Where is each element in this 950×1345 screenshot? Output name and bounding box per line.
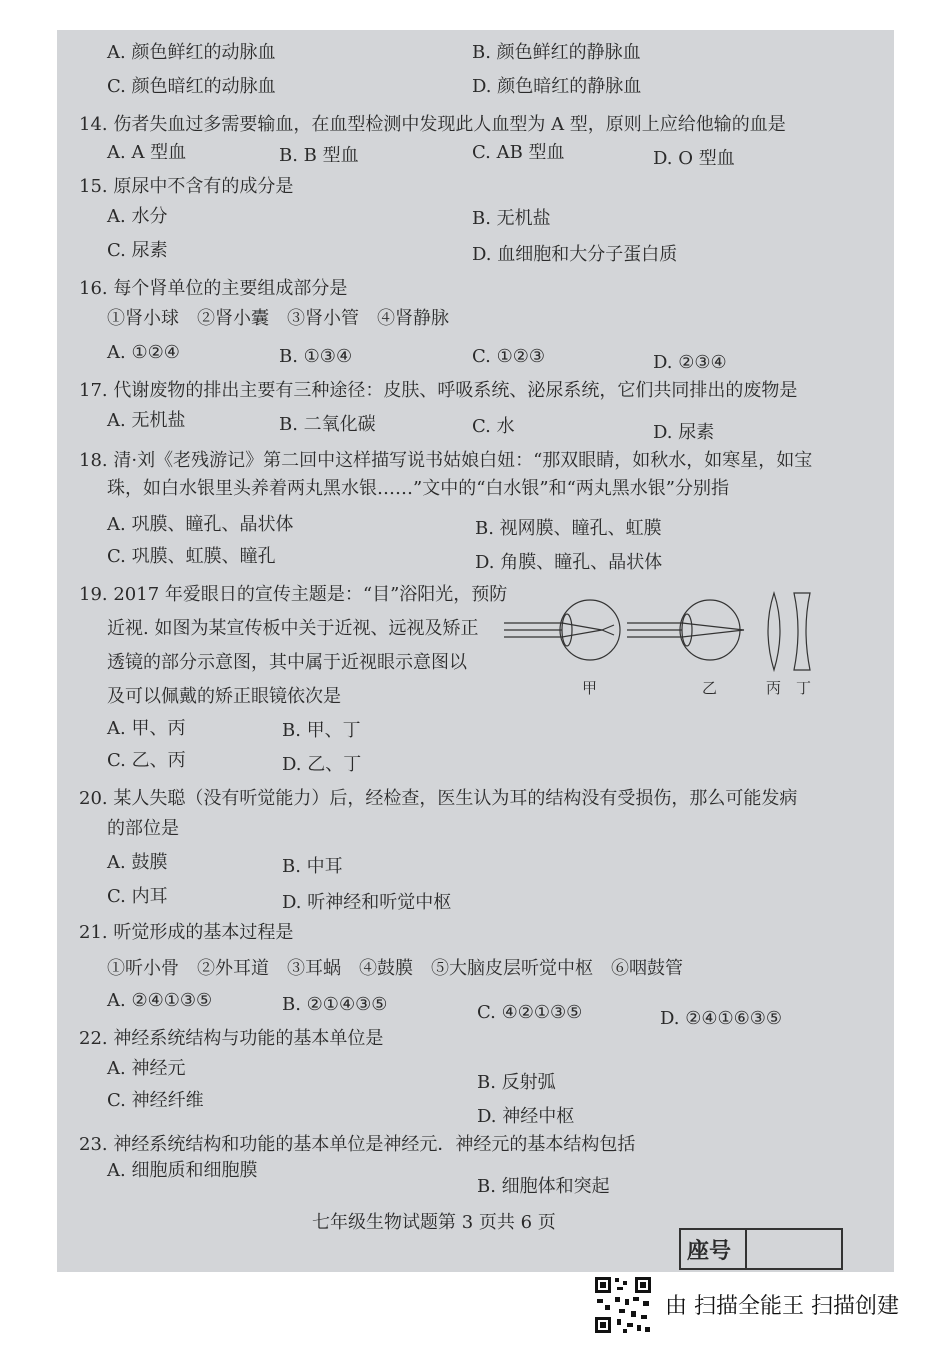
option: D. 神经中枢 — [477, 1106, 575, 1127]
option: C. 水 — [472, 416, 515, 437]
option: B. 中耳 — [282, 856, 343, 877]
option: B. ①③④ — [279, 346, 353, 367]
question-17: 17. 代谢废物的排出主要有三种途径：皮肤、呼吸系统、泌尿系统，它们共同排出的废物是 — [79, 380, 798, 401]
option: C. 内耳 — [107, 886, 168, 907]
option: A. 细胞质和细胞膜 — [107, 1160, 258, 1181]
eye-diagram-svg — [502, 585, 822, 700]
option: B. B 型血 — [279, 145, 359, 166]
option: D. 乙、丁 — [282, 754, 362, 775]
question-20: 20. 某人失聪（没有听觉能力）后，经检查，医生认为耳的结构没有受损伤，那么可能发病 — [79, 788, 798, 809]
option: A. 甲、丙 — [107, 718, 186, 739]
option: B. 视网膜、瞳孔、虹膜 — [475, 518, 662, 539]
question-16: 16. 每个肾单位的主要组成部分是 — [79, 278, 348, 299]
option: D. 血细胞和大分子蛋白质 — [472, 244, 678, 265]
option: A. A 型血 — [107, 142, 187, 163]
option: B. 颜色鲜红的静脉血 — [472, 42, 641, 63]
label-ding: 丁 — [796, 679, 812, 697]
label-bing: 丙 — [766, 679, 782, 697]
option: B. 反射弧 — [477, 1072, 556, 1093]
option: A. 颜色鲜红的动脉血 — [107, 42, 276, 63]
option: D. 颜色暗红的静脉血 — [472, 76, 642, 97]
option: C. 颜色暗红的动脉血 — [107, 76, 276, 97]
option: D. ②③④ — [653, 352, 727, 373]
question-items: ①肾小球 ②肾小囊 ③肾小管 ④肾静脉 — [107, 308, 449, 329]
label-jia: 甲 — [582, 679, 598, 697]
option: C. AB 型血 — [472, 142, 565, 163]
option: B. 甲、丁 — [282, 720, 361, 741]
question-23: 23. 神经系统结构和功能的基本单位是神经元．神经元的基本结构包括 — [79, 1134, 636, 1155]
page-footer: 七年级生物试题第 3 页共 6 页 — [312, 1212, 556, 1233]
option: C. 乙、丙 — [107, 750, 186, 771]
option: D. 尿素 — [653, 422, 715, 443]
option: A. 水分 — [107, 206, 168, 227]
option: C. 神经纤维 — [107, 1090, 204, 1111]
option: A. 无机盐 — [107, 410, 186, 431]
option: A. 神经元 — [107, 1058, 186, 1079]
question-14: 14. 伤者失血过多需要输血，在血型检测中发现此人血型为 A 型，原则上应给他输的血是 — [79, 114, 786, 135]
lens-yi — [682, 614, 692, 646]
option: A. 巩膜、瞳孔、晶状体 — [107, 514, 294, 535]
option: D. 听神经和听觉中枢 — [282, 892, 452, 913]
option: A. ①②④ — [107, 342, 180, 363]
option: A. 鼓膜 — [107, 852, 168, 873]
divider — [745, 1230, 747, 1268]
qr-code-icon — [593, 1275, 653, 1335]
question-19-cont: 及可以佩戴的矫正眼镜依次是 — [107, 686, 341, 707]
seat-number-box — [679, 1228, 843, 1270]
question-18: 18. 清·刘《老残游记》第二回中这样描写说书姑娘白妞：“那双眼睛，如秋水，如寒星，如宝 — [79, 450, 813, 471]
option: C. 巩膜、虹膜、瞳孔 — [107, 546, 276, 567]
option: C. ①②③ — [472, 346, 545, 367]
question-21: 21. 听觉形成的基本过程是 — [79, 922, 294, 943]
scanner-watermark — [593, 1275, 933, 1335]
eyeball-jia — [560, 600, 620, 660]
scanner-credit: 由 扫描全能王 扫描创建 — [665, 1294, 899, 1319]
option: C. 尿素 — [107, 240, 168, 261]
option: B. 无机盐 — [472, 208, 551, 229]
option: D. 角膜、瞳孔、晶状体 — [475, 552, 663, 573]
convex-lens-bing — [768, 593, 780, 670]
option: B. 二氧化碳 — [279, 414, 376, 435]
concave-lens-ding — [794, 593, 810, 670]
question-20-cont: 的部位是 — [107, 818, 179, 839]
question-15: 15. 原尿中不含有的成分是 — [79, 176, 294, 197]
seat-label: 座号 — [687, 1238, 732, 1264]
exam-page — [57, 30, 894, 1272]
eye-diagram — [502, 585, 822, 700]
label-yi: 乙 — [702, 679, 718, 697]
question-18-cont: 珠，如白水银里头养着两丸黑水银……”文中的“白水银”和“两丸黑水银”分别指 — [107, 478, 730, 499]
option: A. ②④①③⑤ — [107, 990, 213, 1011]
question-19-cont: 透镜的部分示意图，其中属于近视眼示意图以 — [107, 652, 467, 673]
question-19: 19. 2017 年爱眼日的宣传主题是：“目”浴阳光，预防 — [79, 584, 508, 605]
option: B. 细胞体和突起 — [477, 1176, 610, 1197]
question-19-cont: 近视. 如图为某宣传板中关于近视、远视及矫正 — [107, 618, 479, 639]
option: D. O 型血 — [653, 148, 735, 169]
option: D. ②④①⑥③⑤ — [660, 1008, 783, 1029]
lens-jia — [562, 614, 572, 646]
option: B. ②①④③⑤ — [282, 994, 388, 1015]
question-22: 22. 神经系统结构与功能的基本单位是 — [79, 1028, 384, 1049]
question-items: ①听小骨 ②外耳道 ③耳蜗 ④鼓膜 ⑤大脑皮层听觉中枢 ⑥咽鼓管 — [107, 958, 683, 979]
option: C. ④②①③⑤ — [477, 1002, 583, 1023]
eyeball-yi — [680, 600, 740, 660]
